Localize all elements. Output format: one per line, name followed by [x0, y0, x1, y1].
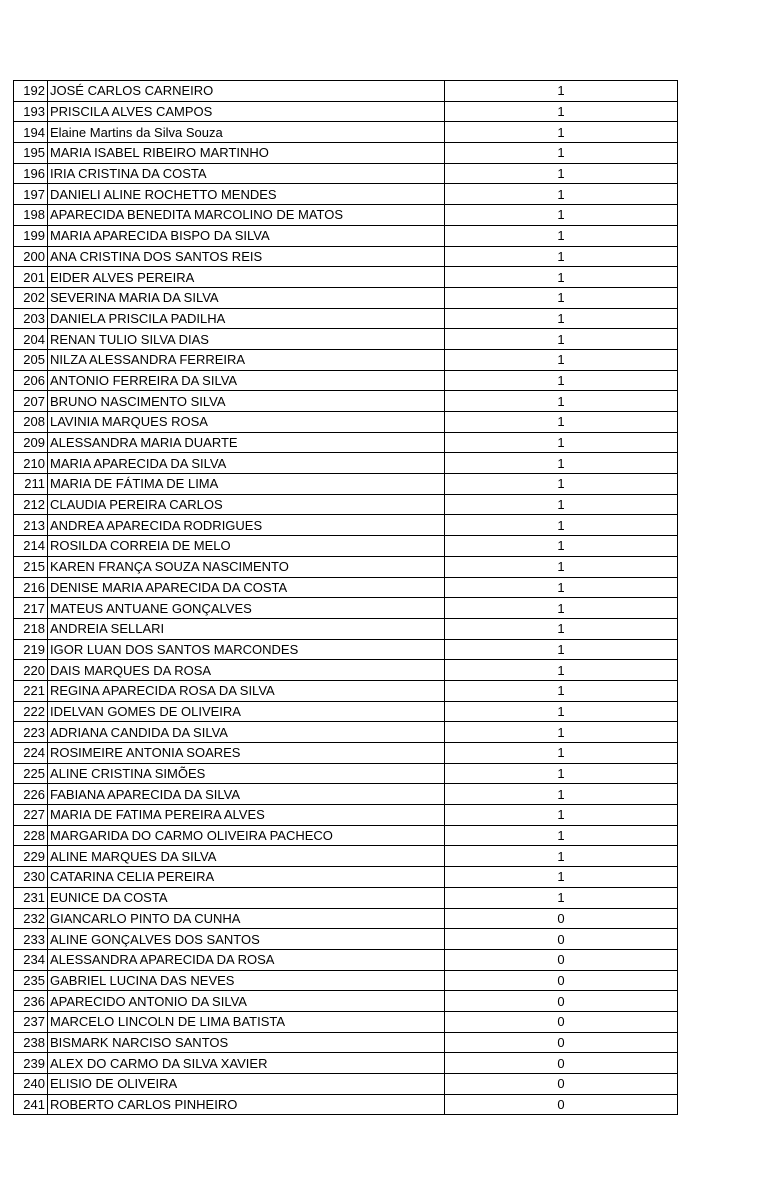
table-row — [14, 308, 678, 329]
row-number-cell: 239 — [14, 1053, 48, 1074]
row-number-cell: 196 — [14, 163, 48, 184]
table-row — [14, 81, 678, 102]
row-number-cell: 227 — [14, 805, 48, 826]
value-cell: 1 — [445, 846, 678, 867]
table-row — [14, 1011, 678, 1032]
table-row — [14, 577, 678, 598]
value-cell: 1 — [445, 287, 678, 308]
row-number-cell: 225 — [14, 763, 48, 784]
table-row — [14, 391, 678, 412]
table-row — [14, 970, 678, 991]
table-row — [14, 618, 678, 639]
value-cell: 1 — [445, 618, 678, 639]
value-cell: 0 — [445, 949, 678, 970]
name-cell: IGOR LUAN DOS SANTOS MARCONDES — [48, 639, 445, 660]
name-cell: APARECIDO ANTONIO DA SILVA — [48, 991, 445, 1012]
row-number-cell: 234 — [14, 949, 48, 970]
row-number-cell: 213 — [14, 515, 48, 536]
name-cell: MARCELO LINCOLN DE LIMA BATISTA — [48, 1011, 445, 1032]
name-cell: MATEUS ANTUANE GONÇALVES — [48, 598, 445, 619]
name-cell: BRUNO NASCIMENTO SILVA — [48, 391, 445, 412]
value-cell: 1 — [445, 412, 678, 433]
value-cell: 1 — [445, 370, 678, 391]
name-cell: GIANCARLO PINTO DA CUNHA — [48, 908, 445, 929]
table-row — [14, 515, 678, 536]
table-row — [14, 246, 678, 267]
row-number-cell: 238 — [14, 1032, 48, 1053]
name-cell: FABIANA APARECIDA DA SILVA — [48, 784, 445, 805]
value-cell: 1 — [445, 701, 678, 722]
row-number-cell: 218 — [14, 618, 48, 639]
table-row — [14, 1074, 678, 1095]
name-cell: ANTONIO FERREIRA DA SILVA — [48, 370, 445, 391]
value-cell: 1 — [445, 825, 678, 846]
table-row — [14, 494, 678, 515]
row-number-cell: 236 — [14, 991, 48, 1012]
value-cell: 1 — [445, 225, 678, 246]
value-cell: 1 — [445, 680, 678, 701]
table-row — [14, 225, 678, 246]
table-row — [14, 825, 678, 846]
value-cell: 1 — [445, 205, 678, 226]
row-number-cell: 222 — [14, 701, 48, 722]
table-row — [14, 453, 678, 474]
table-row — [14, 701, 678, 722]
value-cell: 1 — [445, 887, 678, 908]
row-number-cell: 194 — [14, 122, 48, 143]
row-number-cell: 226 — [14, 784, 48, 805]
name-cell: DENISE MARIA APARECIDA DA COSTA — [48, 577, 445, 598]
row-number-cell: 207 — [14, 391, 48, 412]
name-cell: ROSILDA CORREIA DE MELO — [48, 536, 445, 557]
document-page — [13, 80, 678, 1115]
value-cell: 1 — [445, 867, 678, 888]
table-row — [14, 867, 678, 888]
name-cell: ANA CRISTINA DOS SANTOS REIS — [48, 246, 445, 267]
row-number-cell: 224 — [14, 743, 48, 764]
value-cell: 1 — [445, 432, 678, 453]
table-row — [14, 536, 678, 557]
table-row — [14, 412, 678, 433]
row-number-cell: 209 — [14, 432, 48, 453]
table-row — [14, 763, 678, 784]
row-number-cell: 197 — [14, 184, 48, 205]
value-cell: 1 — [445, 515, 678, 536]
table-row — [14, 184, 678, 205]
value-cell: 1 — [445, 101, 678, 122]
table-row — [14, 163, 678, 184]
name-cell: ANDREIA SELLARI — [48, 618, 445, 639]
value-cell: 1 — [445, 598, 678, 619]
table-row — [14, 929, 678, 950]
table-row — [14, 1032, 678, 1053]
row-number-cell: 232 — [14, 908, 48, 929]
value-cell: 0 — [445, 970, 678, 991]
value-cell: 1 — [445, 184, 678, 205]
name-cell: APARECIDA BENEDITA MARCOLINO DE MATOS — [48, 205, 445, 226]
table-row — [14, 805, 678, 826]
name-cell: ALESSANDRA MARIA DUARTE — [48, 432, 445, 453]
name-cell: GABRIEL LUCINA DAS NEVES — [48, 970, 445, 991]
table-row — [14, 205, 678, 226]
value-cell: 0 — [445, 1074, 678, 1095]
row-number-cell: 203 — [14, 308, 48, 329]
name-cell: ROSIMEIRE ANTONIA SOARES — [48, 743, 445, 764]
name-cell: MARIA APARECIDA DA SILVA — [48, 453, 445, 474]
row-number-cell: 216 — [14, 577, 48, 598]
table-row — [14, 474, 678, 495]
row-number-cell: 230 — [14, 867, 48, 888]
table-body — [14, 81, 678, 1115]
name-cell: IDELVAN GOMES DE OLIVEIRA — [48, 701, 445, 722]
row-number-cell: 199 — [14, 225, 48, 246]
row-number-cell: 208 — [14, 412, 48, 433]
name-cell: ELISIO DE OLIVEIRA — [48, 1074, 445, 1095]
value-cell: 0 — [445, 1094, 678, 1115]
value-cell: 1 — [445, 474, 678, 495]
row-number-cell: 229 — [14, 846, 48, 867]
value-cell: 1 — [445, 577, 678, 598]
value-cell: 0 — [445, 1032, 678, 1053]
row-number-cell: 198 — [14, 205, 48, 226]
value-cell: 0 — [445, 1011, 678, 1032]
value-cell: 1 — [445, 349, 678, 370]
table-row — [14, 143, 678, 164]
row-number-cell: 228 — [14, 825, 48, 846]
row-number-cell: 214 — [14, 536, 48, 557]
table-row — [14, 722, 678, 743]
value-cell: 0 — [445, 991, 678, 1012]
value-cell: 1 — [445, 494, 678, 515]
value-cell: 0 — [445, 929, 678, 950]
value-cell: 1 — [445, 308, 678, 329]
row-number-cell: 193 — [14, 101, 48, 122]
name-cell: DANIELI ALINE ROCHETTO MENDES — [48, 184, 445, 205]
row-number-cell: 215 — [14, 556, 48, 577]
table-row — [14, 846, 678, 867]
table-row — [14, 598, 678, 619]
name-cell: PRISCILA ALVES CAMPOS — [48, 101, 445, 122]
name-cell: RENAN TULIO SILVA DIAS — [48, 329, 445, 350]
row-number-cell: 241 — [14, 1094, 48, 1115]
table-row — [14, 556, 678, 577]
row-number-cell: 211 — [14, 474, 48, 495]
table-row — [14, 784, 678, 805]
value-cell: 1 — [445, 639, 678, 660]
row-number-cell: 204 — [14, 329, 48, 350]
row-number-cell: 217 — [14, 598, 48, 619]
row-number-cell: 223 — [14, 722, 48, 743]
value-cell: 1 — [445, 784, 678, 805]
value-cell: 1 — [445, 122, 678, 143]
value-cell: 1 — [445, 143, 678, 164]
row-number-cell: 202 — [14, 287, 48, 308]
table-row — [14, 1053, 678, 1074]
table-row — [14, 949, 678, 970]
value-cell: 1 — [445, 267, 678, 288]
table-row — [14, 267, 678, 288]
row-number-cell: 192 — [14, 81, 48, 102]
value-cell: 0 — [445, 908, 678, 929]
name-cell: MARIA DE FÁTIMA DE LIMA — [48, 474, 445, 495]
table-row — [14, 991, 678, 1012]
name-cell: JOSÉ CARLOS CARNEIRO — [48, 81, 445, 102]
value-cell: 1 — [445, 391, 678, 412]
table-row — [14, 639, 678, 660]
value-cell: 1 — [445, 81, 678, 102]
row-number-cell: 219 — [14, 639, 48, 660]
name-cell: ROBERTO CARLOS PINHEIRO — [48, 1094, 445, 1115]
name-cell: DAIS MARQUES DA ROSA — [48, 660, 445, 681]
value-cell: 1 — [445, 556, 678, 577]
name-cell: ADRIANA CANDIDA DA SILVA — [48, 722, 445, 743]
value-cell: 1 — [445, 536, 678, 557]
value-cell: 1 — [445, 246, 678, 267]
name-cell: ALINE CRISTINA SIMÕES — [48, 763, 445, 784]
name-cell: ALESSANDRA APARECIDA DA ROSA — [48, 949, 445, 970]
table-row — [14, 908, 678, 929]
value-cell: 1 — [445, 743, 678, 764]
name-cell: DANIELA PRISCILA PADILHA — [48, 308, 445, 329]
name-cell: KAREN FRANÇA SOUZA NASCIMENTO — [48, 556, 445, 577]
row-number-cell: 205 — [14, 349, 48, 370]
row-number-cell: 233 — [14, 929, 48, 950]
row-number-cell: 200 — [14, 246, 48, 267]
names-table — [13, 80, 678, 1115]
table-row — [14, 432, 678, 453]
name-cell: LAVINIA MARQUES ROSA — [48, 412, 445, 433]
name-cell: EUNICE DA COSTA — [48, 887, 445, 908]
value-cell: 1 — [445, 329, 678, 350]
row-number-cell: 231 — [14, 887, 48, 908]
name-cell: Elaine Martins da Silva Souza — [48, 122, 445, 143]
row-number-cell: 206 — [14, 370, 48, 391]
name-cell: ALINE GONÇALVES DOS SANTOS — [48, 929, 445, 950]
name-cell: SEVERINA MARIA DA SILVA — [48, 287, 445, 308]
table-row — [14, 122, 678, 143]
value-cell: 1 — [445, 163, 678, 184]
table-row — [14, 680, 678, 701]
table-row — [14, 370, 678, 391]
table-row — [14, 887, 678, 908]
name-cell: MARIA APARECIDA BISPO DA SILVA — [48, 225, 445, 246]
row-number-cell: 221 — [14, 680, 48, 701]
name-cell: ALINE MARQUES DA SILVA — [48, 846, 445, 867]
row-number-cell: 212 — [14, 494, 48, 515]
row-number-cell: 235 — [14, 970, 48, 991]
name-cell: MARGARIDA DO CARMO OLIVEIRA PACHECO — [48, 825, 445, 846]
value-cell: 1 — [445, 805, 678, 826]
name-cell: ALEX DO CARMO DA SILVA XAVIER — [48, 1053, 445, 1074]
name-cell: ANDREA APARECIDA RODRIGUES — [48, 515, 445, 536]
row-number-cell: 240 — [14, 1074, 48, 1095]
value-cell: 1 — [445, 763, 678, 784]
name-cell: MARIA ISABEL RIBEIRO MARTINHO — [48, 143, 445, 164]
table-row — [14, 349, 678, 370]
row-number-cell: 220 — [14, 660, 48, 681]
value-cell: 0 — [445, 1053, 678, 1074]
table-row — [14, 287, 678, 308]
name-cell: IRIA CRISTINA DA COSTA — [48, 163, 445, 184]
value-cell: 1 — [445, 722, 678, 743]
name-cell: REGINA APARECIDA ROSA DA SILVA — [48, 680, 445, 701]
name-cell: NILZA ALESSANDRA FERREIRA — [48, 349, 445, 370]
row-number-cell: 201 — [14, 267, 48, 288]
row-number-cell: 237 — [14, 1011, 48, 1032]
value-cell: 1 — [445, 453, 678, 474]
table-row — [14, 101, 678, 122]
table-row — [14, 743, 678, 764]
table-row — [14, 1094, 678, 1115]
name-cell: BISMARK NARCISO SANTOS — [48, 1032, 445, 1053]
table-row — [14, 660, 678, 681]
row-number-cell: 195 — [14, 143, 48, 164]
name-cell: MARIA DE FATIMA PEREIRA ALVES — [48, 805, 445, 826]
name-cell: CLAUDIA PEREIRA CARLOS — [48, 494, 445, 515]
value-cell: 1 — [445, 660, 678, 681]
table-row — [14, 329, 678, 350]
name-cell: EIDER ALVES PEREIRA — [48, 267, 445, 288]
name-cell: CATARINA CELIA PEREIRA — [48, 867, 445, 888]
row-number-cell: 210 — [14, 453, 48, 474]
